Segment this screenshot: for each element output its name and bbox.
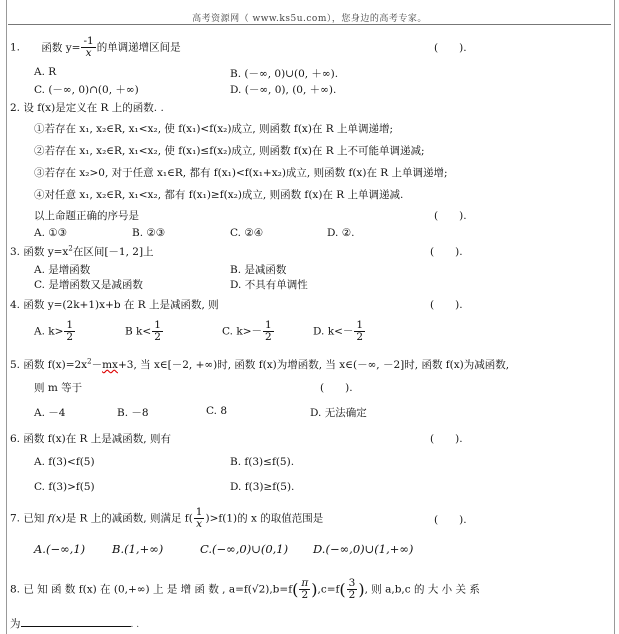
- q4-stem: 4. 函数 y=(2k+1)x+b 在 R 上是减函数, 则: [10, 299, 219, 311]
- q5-stem: 5. 函数 $f(x)=2x^2-mx+3$, 当 x∈[－2, +∞)时, 函数 f(x)为增函数, 当 x∈(－∞, －2]时, 函数 f(x)为减函数,: [10, 357, 510, 371]
- q7-option-b: B.(1,+∞): [112, 542, 164, 556]
- q2-statement-1: ①若存在 x₁, x₂∈R, x₁<x₂, 使 f(x₁)<f(x₂)成立, 则函数 f(x)在 R 上单调递增;: [34, 123, 394, 135]
- q1-text2: 的单调递增区间是: [96, 41, 181, 54]
- q5-stem-line2: 则 m 等于: [34, 382, 83, 394]
- q8-stem: 8. 已 知 函 数 f(x) 在 (0,+∞) 上 是 增 函 数 , a=f(√2),b=f( $\frac{\pi}{2}$ ),c=f( $\frac{3}{2}$ ), 则 a,b,c 的 大 小 关 系: [10, 577, 480, 602]
- q2-answer-paren: ( ).: [434, 210, 467, 222]
- question-1: [10, 36, 181, 59]
- q7-option-c: C.(−∞,0)∪(0,1): [200, 542, 289, 556]
- q6-option-a: A. f(3)<f(5): [34, 456, 95, 468]
- q8-stem-line2: 为 . .: [10, 618, 140, 630]
- q2-stem: 2. 设 f(x)是定义在 R 上的函数. .: [10, 102, 164, 114]
- q1-text: 函数 y=: [41, 41, 81, 54]
- q2-statement-3: ③若存在 x₂>0, 对于任意 x₁∈R, 都有 f(x₁)<f(x₁+x₂)成立, 则函数 f(x)在 R 上单调递增;: [34, 167, 448, 179]
- q2-statement-2: ②若存在 x₁, x₂∈R, x₁<x₂, 使 f(x₁)≤f(x₂)成立, 则函数 f(x)在 R 上不可能单调递减;: [34, 145, 425, 157]
- q3-option-c: C. 是增函数又是减函数: [34, 279, 143, 291]
- q5-option-b: B. －8: [117, 407, 149, 419]
- q5-answer-paren: ( ).: [320, 382, 353, 394]
- q5-option-d: D. 无法确定: [310, 407, 367, 419]
- q3-stem: 3. 函数 $y=x^2$在区间[－1, 2]上: [10, 244, 154, 258]
- q6-option-c: C. f(3)>f(5): [34, 481, 95, 493]
- q6-answer-paren: ( ).: [430, 433, 463, 445]
- q2-option-b: B. ②③: [132, 227, 166, 239]
- q3-option-b: B. 是减函数: [230, 264, 287, 276]
- q2-statement-4: ④对任意 x₁, x₂∈R, x₁<x₂, 都有 f(x₁)≥f(x₂)成立, 则函数 f(x)在 R 上单调递减.: [34, 189, 404, 201]
- q2-option-d: D. ②.: [327, 227, 355, 239]
- q2-option-a: A. ①③: [34, 227, 68, 239]
- q6-option-b: B. f(3)≤f(5).: [230, 456, 295, 468]
- q3-option-a: A. 是增函数: [34, 264, 91, 276]
- q5-option-c: C. 8: [206, 405, 228, 417]
- q6-stem: 6. 函数 f(x)在 R 上是减函数, 则有: [10, 433, 171, 445]
- q2-option-c: C. ②④: [230, 227, 264, 239]
- q1-option-d: D. (－∞, 0), (0, ＋∞).: [230, 84, 337, 96]
- q1-option-b: B. (－∞, 0)∪(0, ＋∞).: [230, 68, 339, 80]
- q4-option-c: C. k>－ $\frac{1}{2}$: [222, 319, 272, 344]
- q8-answer-blank[interactable]: [21, 626, 131, 627]
- q7-stem: 7. 已知 f(x)是 R 上的减函数, 则满足 f( $\frac{1}{x}$ )>f(1)的 x 的取值范围是: [10, 506, 324, 531]
- q4-answer-paren: ( ).: [430, 299, 463, 311]
- q7-option-a: A.(−∞,1): [34, 542, 86, 556]
- header-divider: [8, 24, 611, 25]
- q1-fraction: $\frac{-1}{x}$: [83, 35, 94, 60]
- q3-option-d: D. 不具有单调性: [230, 279, 308, 291]
- q4-option-d: D. k<－ $\frac{1}{2}$: [313, 319, 364, 344]
- q7-answer-paren: ( ).: [434, 514, 467, 526]
- q6-option-d: D. f(3)≥f(5).: [230, 481, 295, 493]
- q5-option-a: A. －4: [34, 407, 66, 419]
- q4-option-b: B k< $\frac{1}{2}$: [125, 319, 161, 344]
- q2-question: 以上命题正确的序号是: [34, 210, 139, 222]
- q1-number: 1.: [10, 41, 21, 54]
- page-header: 高考资源网（ www.ks5u.com），您身边的高考专家。: [192, 14, 427, 24]
- q1-option-a: A. R: [34, 66, 57, 78]
- q1-option-c: C. (－∞, 0)∩(0, ＋∞): [34, 84, 139, 96]
- q3-answer-paren: ( ).: [430, 246, 463, 258]
- q7-option-d: D.(−∞,0)∪(1,+∞): [313, 542, 414, 556]
- q1-answer-paren: ( ).: [434, 42, 467, 54]
- q4-option-a: A. k> $\frac{1}{2}$: [34, 319, 74, 344]
